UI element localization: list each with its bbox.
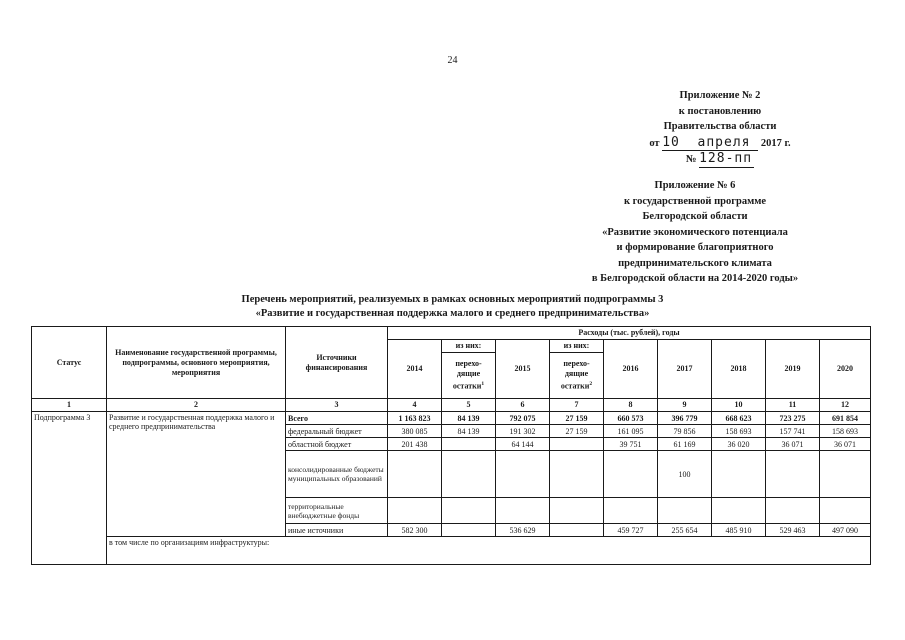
column-number: 9 (658, 399, 712, 412)
header-year: 2018 (712, 340, 766, 399)
appendix-6-line: к государственной программе (623, 195, 767, 207)
value-cell (550, 524, 604, 537)
value-cell: 201 438 (388, 438, 442, 451)
title-line: Перечень мероприятий, реализуемых в рамках основных мероприятий подпрограммы 3 (241, 294, 664, 305)
header-status: Статус (32, 327, 107, 399)
value-cell: 1 163 823 (388, 412, 442, 425)
column-number: 1 (32, 399, 107, 412)
value-cell (388, 498, 442, 524)
value-cell: 691 854 (820, 412, 871, 425)
source-cell: иные источники (286, 524, 388, 537)
header-expenses: Расходы (тыс. рублей), годы (388, 327, 871, 340)
header-year: 2015 (496, 340, 550, 399)
value-cell: 84 139 (442, 412, 496, 425)
value-cell: 459 727 (604, 524, 658, 537)
measure-name-cell: Развитие и государственная поддержка малого и среднего предпринимательства (107, 412, 286, 537)
column-number: 7 (550, 399, 604, 412)
value-cell: 723 275 (766, 412, 820, 425)
value-cell: 668 623 (712, 412, 766, 425)
appendix-2-number (560, 151, 880, 168)
value-cell (604, 451, 658, 498)
appendix-6-line: в Белгородской области на 2014-2020 годы» (591, 273, 799, 284)
date-month: апреля (697, 134, 751, 150)
value-cell (442, 451, 496, 498)
value-cell (658, 498, 712, 524)
date-year: 2017 г. (760, 137, 791, 149)
value-cell: 497 090 (820, 524, 871, 537)
table-row (32, 412, 871, 425)
value-cell: 161 095 (604, 425, 658, 438)
date-day: 10 (662, 134, 680, 150)
value-cell: 27 159 (550, 412, 604, 425)
header-transit-label: перехо-дящие остатки (560, 359, 590, 391)
value-cell (712, 498, 766, 524)
column-number: 6 (496, 399, 550, 412)
value-cell: 36 020 (712, 438, 766, 451)
value-cell: 582 300 (388, 524, 442, 537)
header-year: 2016 (604, 340, 658, 399)
header-transit (442, 353, 496, 399)
value-cell (604, 498, 658, 524)
source-cell: консолидированные бюджеты муниципальных образований (286, 451, 388, 498)
value-cell (766, 451, 820, 498)
appendix-6-line: и формирование благоприятного (616, 242, 774, 253)
value-cell: 396 779 (658, 412, 712, 425)
column-number: 10 (712, 399, 766, 412)
value-cell (442, 438, 496, 451)
value-cell: 158 693 (712, 425, 766, 438)
appendix-6-line: Приложение № 6 (654, 180, 736, 191)
header-transit-label: перехо-дящие остатки (452, 359, 482, 391)
value-cell: 79 856 (658, 425, 712, 438)
header-name: Наименование государственной программы, подпрограммы, основного мероприятия, мероприятия (107, 327, 286, 399)
table-row (32, 537, 871, 565)
value-cell: 157 741 (766, 425, 820, 438)
value-cell: 191 302 (496, 425, 550, 438)
value-cell: 64 144 (496, 438, 550, 451)
column-number: 4 (388, 399, 442, 412)
column-number: 3 (286, 399, 388, 412)
page-number: 24 (447, 55, 458, 66)
expenses-table (31, 326, 871, 565)
status-cell: Подпрограмма 3 (32, 412, 107, 565)
column-number: 5 (442, 399, 496, 412)
source-cell: федеральный бюджет (286, 425, 388, 438)
value-cell (712, 451, 766, 498)
title-line: «Развитие и государственная поддержка малого и среднего предпринимательства» (255, 308, 650, 319)
value-cell (820, 498, 871, 524)
appendix-6-line: предпринимательского климата (618, 257, 772, 269)
appendix-2-header (560, 88, 880, 168)
appendix-6-header (535, 178, 855, 287)
header-year: 2019 (766, 340, 820, 399)
value-cell (550, 498, 604, 524)
value-cell: 380 085 (388, 425, 442, 438)
appendix-6-line: «Развитие экономического потенциала (602, 226, 788, 238)
value-cell (442, 524, 496, 537)
value-cell: 792 075 (496, 412, 550, 425)
footnote-marker: 1 (481, 381, 485, 388)
value-cell: 536 629 (496, 524, 550, 537)
header-sources: Источники финансирования (286, 327, 388, 399)
header-of-which: из них: (442, 340, 496, 353)
value-cell: 158 693 (820, 425, 871, 438)
value-cell: 255 654 (658, 524, 712, 537)
value-cell (496, 498, 550, 524)
value-cell: 36 071 (766, 438, 820, 451)
value-cell: 27 159 (550, 425, 604, 438)
document-title (120, 293, 785, 321)
header-year: 2017 (658, 340, 712, 399)
column-number: 2 (107, 399, 286, 412)
header-of-which: из них: (550, 340, 604, 353)
value-cell (442, 498, 496, 524)
number-handwritten: 128-пп (699, 151, 754, 168)
date-handwritten (662, 135, 758, 152)
header-year: 2020 (820, 340, 871, 399)
value-cell (550, 438, 604, 451)
footnote-marker: 2 (589, 381, 593, 388)
source-cell: областной бюджет (286, 438, 388, 451)
value-cell (820, 451, 871, 498)
column-number: 8 (604, 399, 658, 412)
value-cell: 100 (658, 451, 712, 498)
source-cell: Всего (286, 412, 388, 425)
value-cell (388, 451, 442, 498)
header-year: 2014 (388, 340, 442, 399)
number-prefix: № (685, 154, 697, 165)
column-number: 11 (766, 399, 820, 412)
value-cell: 660 573 (604, 412, 658, 425)
source-cell: территориальные внебюджетные фонды (286, 498, 388, 524)
date-prefix: от (649, 137, 660, 149)
value-cell (496, 451, 550, 498)
header-transit (550, 353, 604, 399)
infrastructure-label: в том числе по организациям инфраструктуры: (107, 537, 871, 565)
value-cell: 36 071 (820, 438, 871, 451)
value-cell: 485 910 (712, 524, 766, 537)
column-number: 12 (820, 399, 871, 412)
value-cell (766, 498, 820, 524)
appendix-2-line: к постановлению (678, 105, 762, 117)
value-cell: 39 751 (604, 438, 658, 451)
appendix-2-line: Правительства области (663, 121, 777, 132)
value-cell: 84 139 (442, 425, 496, 438)
appendix-2-date (560, 135, 880, 152)
appendix-6-line: Белгородской области (642, 211, 748, 222)
value-cell: 61 169 (658, 438, 712, 451)
value-cell (550, 451, 604, 498)
value-cell: 529 463 (766, 524, 820, 537)
appendix-2-line: Приложение № 2 (679, 90, 761, 101)
